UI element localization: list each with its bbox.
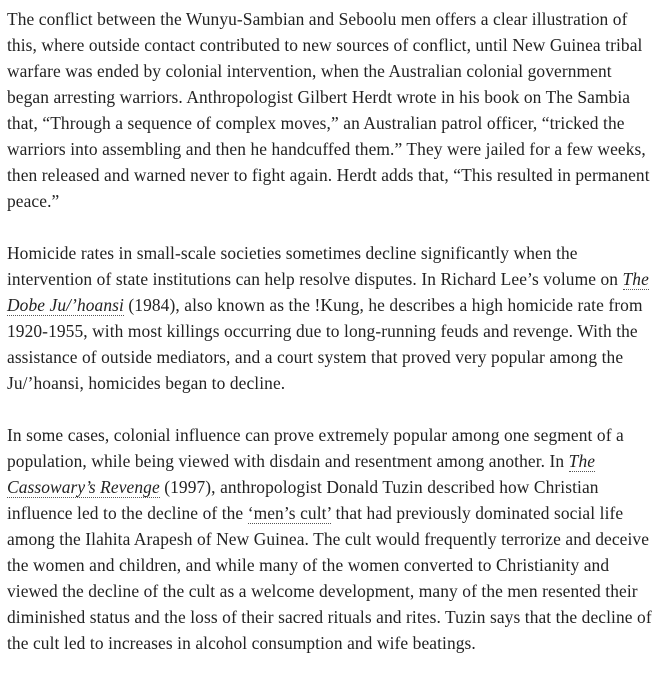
paragraph-colonial-influence [7, 422, 656, 656]
paragraph-text-middle: (1997), anthropologist Donald Tuzin described how Christian influence led to the decline of the [7, 477, 599, 523]
paragraph-text-start: Homicide rates in small-scale societies sometimes decline significantly when the intervention of state institutions can help resolve disputes. In Richard Lee’s volume on [7, 243, 623, 289]
paragraph-text: The conflict between the Wunyu-Sambian and Seboolu men offers a clear illustration of this, where outside contact contributed to new sources of conflict, until New Guinea tribal warfare was ended by colonial intervention, when the Australian colonial government began arresting warriors. Anthropologist Gilbert Herdt wrote in his book on The Sambia that, “Through a sequence of complex moves,” an Australian patrol officer, “tricked the warriors into assembling and then he handcuffed them.” They were jailed for a few weeks, then released and warned never to fight again. Herdt adds that, “This resulted in permanent peace.” [7, 9, 650, 211]
book-link-cassowarys-revenge[interactable]: The Cassowary’s Revenge [7, 451, 596, 497]
paragraph-homicide-rates [7, 240, 656, 396]
paragraph-text-end: (1984), also known as the !Kung, he describes a high homicide rate from 1920-1955, with most killings occurring due to long-running feuds and revenge. With the assistance of outside mediators, and a court system that proved very popular among the Ju/’hoansi, homicides began to decline. [7, 295, 643, 393]
paragraph-text-end: that had previously dominated social life among the Ilahita Arapesh of New Guinea. The cult would frequently terrorize and deceive the women and children, and while many of the women converted to Christianity and viewed the decline of the cult as a welcome development, many of the men resented their diminished status and the loss of their sacred rituals and rites. Tuzin says that the decline of the cult led to increases in alcohol consumption and wife beatings. [7, 503, 652, 653]
paragraph-colonial-intervention [7, 6, 656, 214]
book-link-dobe-juhoansi[interactable]: The Dobe Ju/’hoansi [7, 269, 649, 315]
link-mens-cult[interactable]: ‘men’s cult’ [247, 503, 332, 523]
paragraph-text-start: In some cases, colonial influence can prove extremely popular among one segment of a population, while being viewed with disdain and resentment among another. In [7, 425, 624, 471]
